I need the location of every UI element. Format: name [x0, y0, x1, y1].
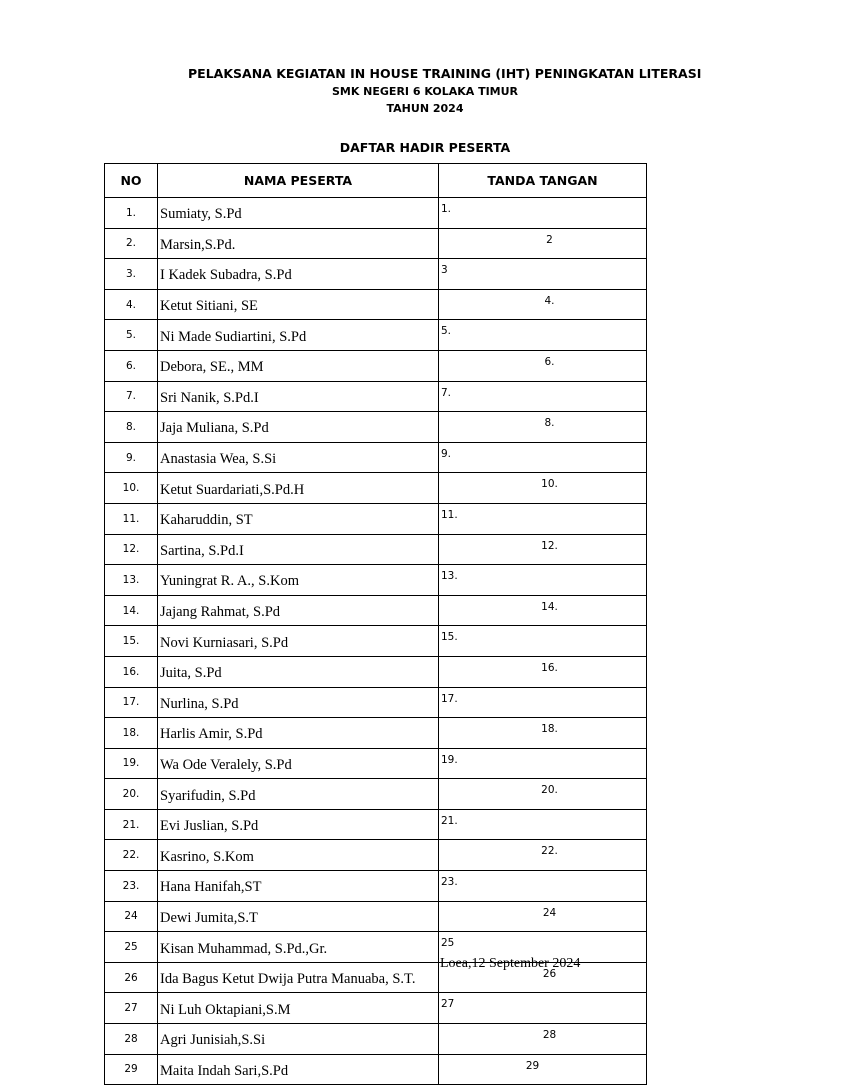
signature-cell: 7.: [439, 381, 647, 412]
table-row: [105, 412, 647, 443]
table-row: [105, 289, 647, 320]
table-row: [105, 595, 647, 626]
row-number: 19.: [105, 748, 158, 779]
signature-cell: 22.: [439, 840, 647, 871]
row-number: 15.: [105, 626, 158, 657]
table-row: [105, 228, 647, 259]
row-number: 26: [105, 962, 158, 993]
signature-cell: 2: [439, 228, 647, 259]
table-row: [105, 503, 647, 534]
table-row: [105, 198, 647, 229]
signature-cell: 17.: [439, 687, 647, 718]
row-number: 28: [105, 1024, 158, 1055]
table-row: [105, 565, 647, 596]
participant-name: Kasrino, S.Kom: [158, 840, 439, 871]
table-row: [105, 656, 647, 687]
year-label: TAHUN 2024: [386, 102, 464, 115]
signature-cell: 29: [439, 1054, 647, 1085]
signature-cell: 21.: [439, 809, 647, 840]
participant-name: Agri Junisiah,S.Si: [158, 1024, 439, 1055]
participant-name: Nurlina, S.Pd: [158, 687, 439, 718]
row-number: 6.: [105, 350, 158, 381]
participant-name: Dewi Jumita,S.T: [158, 901, 439, 932]
signature-cell: 12.: [439, 534, 647, 565]
row-number: 11.: [105, 503, 158, 534]
signature-cell: 27: [439, 993, 647, 1024]
participant-name: Sartina, S.Pd.I: [158, 534, 439, 565]
participant-name: Sri Nanik, S.Pd.I: [158, 381, 439, 412]
signature-cell: 18.: [439, 718, 647, 749]
participant-name: I Kadek Subadra, S.Pd: [158, 259, 439, 290]
table-row: [105, 626, 647, 657]
participant-name: Ni Made Sudiartini, S.Pd: [158, 320, 439, 351]
row-number: 5.: [105, 320, 158, 351]
row-number: 29: [105, 1054, 158, 1085]
table-row: [105, 718, 647, 749]
signature-cell: 13.: [439, 565, 647, 596]
participant-name: Marsin,S.Pd.: [158, 228, 439, 259]
row-number: 14.: [105, 595, 158, 626]
participant-name: Kaharuddin, ST: [158, 503, 439, 534]
table-row: [105, 871, 647, 902]
table-row: [105, 1054, 647, 1085]
participant-name: Jajang Rahmat, S.Pd: [158, 595, 439, 626]
table-row: [105, 350, 647, 381]
attendance-list-title: DAFTAR HADIR PESERTA: [339, 140, 511, 155]
row-number: 13.: [105, 565, 158, 596]
table-row: [105, 901, 647, 932]
row-number: 10.: [105, 473, 158, 504]
table-row: [105, 993, 647, 1024]
participant-name: Ketut Suardariati,S.Pd.H: [158, 473, 439, 504]
table-row: [105, 259, 647, 290]
row-number: 7.: [105, 381, 158, 412]
participant-name: Harlis Amir, S.Pd: [158, 718, 439, 749]
table-row: [105, 320, 647, 351]
signature-cell: 5.: [439, 320, 647, 351]
participant-name: Hana Hanifah,ST: [158, 871, 439, 902]
row-number: 9.: [105, 442, 158, 473]
row-number: 25: [105, 932, 158, 963]
signature-cell: 1.: [439, 198, 647, 229]
participant-name: Maita Indah Sari,S.Pd: [158, 1054, 439, 1085]
signature-cell: 8.: [439, 412, 647, 443]
participant-name: Syarifudin, S.Pd: [158, 779, 439, 810]
table-body: [105, 198, 647, 1085]
signature-cell: 23.: [439, 871, 647, 902]
participant-name: Ida Bagus Ketut Dwija Putra Manuaba, S.T.: [158, 962, 439, 993]
participant-name: Wa Ode Veralely, S.Pd: [158, 748, 439, 779]
row-number: 16.: [105, 656, 158, 687]
document-title: PELAKSANA KEGIATAN IN HOUSE TRAINING (IHT) PENINGKATAN LITERASI: [188, 66, 702, 81]
participant-name: Evi Juslian, S.Pd: [158, 809, 439, 840]
row-number: 18.: [105, 718, 158, 749]
table-row: [105, 809, 647, 840]
table-row: [105, 442, 647, 473]
row-number: 2.: [105, 228, 158, 259]
signature-cell: 4.: [439, 289, 647, 320]
table-row: [105, 687, 647, 718]
row-number: 4.: [105, 289, 158, 320]
signature-cell: 25: [439, 932, 647, 963]
signature-cell: 26: [439, 962, 647, 993]
row-number: 24: [105, 901, 158, 932]
signature-cell: 14.: [439, 595, 647, 626]
signature-cell: 15.: [439, 626, 647, 657]
row-number: 21.: [105, 809, 158, 840]
signature-cell: 3: [439, 259, 647, 290]
row-number: 17.: [105, 687, 158, 718]
row-number: 22.: [105, 840, 158, 871]
signature-cell: 20.: [439, 779, 647, 810]
table-row: [105, 748, 647, 779]
signature-cell: 6.: [439, 350, 647, 381]
row-number: 12.: [105, 534, 158, 565]
place-date: Loea,12 September 2024: [440, 956, 581, 971]
table-row: [105, 1024, 647, 1055]
row-number: 23.: [105, 871, 158, 902]
participant-name: Jaja Muliana, S.Pd: [158, 412, 439, 443]
school-name: SMK NEGERI 6 KOLAKA TIMUR: [331, 85, 519, 98]
signature-cell: 9.: [439, 442, 647, 473]
participant-name: Novi Kurniasari, S.Pd: [158, 626, 439, 657]
signature-cell: 19.: [439, 748, 647, 779]
participant-name: Yuningrat R. A., S.Kom: [158, 565, 439, 596]
row-number: 3.: [105, 259, 158, 290]
attendance-table: [104, 163, 647, 1085]
row-number: 1.: [105, 198, 158, 229]
signature-cell: 10.: [439, 473, 647, 504]
column-header-name: NAMA PESERTA: [158, 164, 439, 198]
participant-name: Juita, S.Pd: [158, 656, 439, 687]
table-row: [105, 779, 647, 810]
table-row: [105, 473, 647, 504]
column-header-no: NO: [105, 164, 158, 198]
signature-cell: 24: [439, 901, 647, 932]
table-header-row: [105, 164, 647, 198]
column-header-signature: TANDA TANGAN: [439, 164, 647, 198]
participant-name: Kisan Muhammad, S.Pd.,Gr.: [158, 932, 439, 963]
row-number: 8.: [105, 412, 158, 443]
participant-name: Sumiaty, S.Pd: [158, 198, 439, 229]
table-row: [105, 534, 647, 565]
signature-cell: 11.: [439, 503, 647, 534]
participant-name: Anastasia Wea, S.Si: [158, 442, 439, 473]
table-row: [105, 381, 647, 412]
signature-cell: 28: [439, 1024, 647, 1055]
row-number: 20.: [105, 779, 158, 810]
table-row: [105, 840, 647, 871]
participant-name: Debora, SE., MM: [158, 350, 439, 381]
row-number: 27: [105, 993, 158, 1024]
participant-name: Ketut Sitiani, SE: [158, 289, 439, 320]
signature-cell: 16.: [439, 656, 647, 687]
participant-name: Ni Luh Oktapiani,S.M: [158, 993, 439, 1024]
